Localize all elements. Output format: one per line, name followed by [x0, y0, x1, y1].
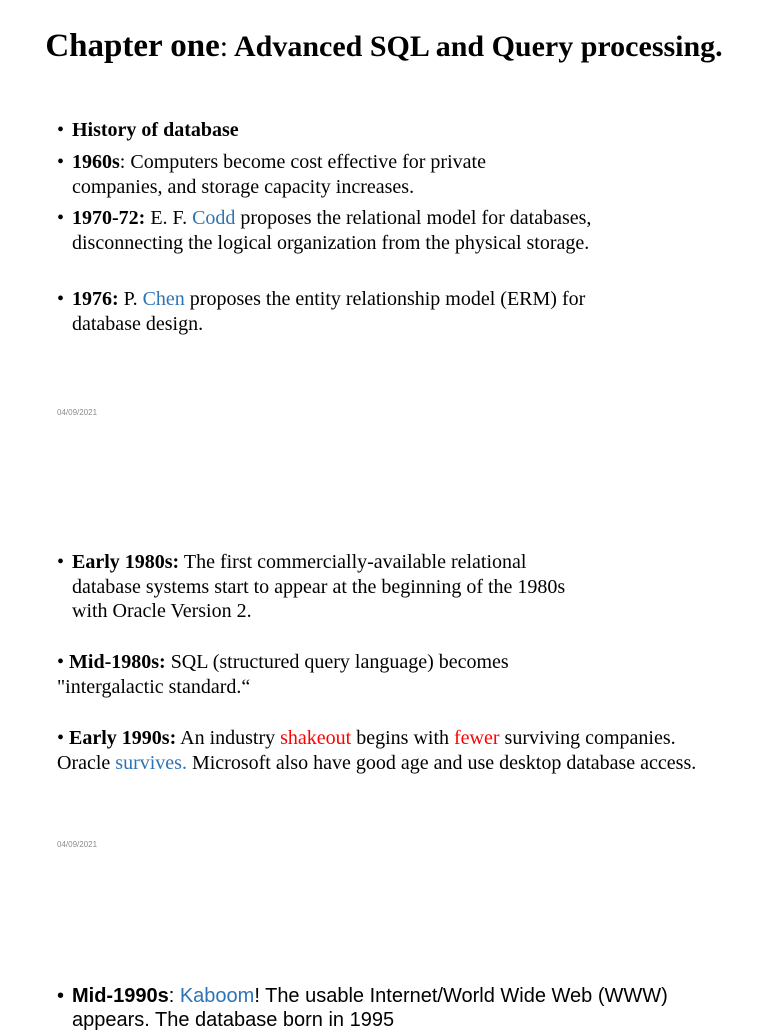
bullet-label: Mid-1990s [72, 985, 169, 1007]
bullet-dot: • [57, 207, 65, 229]
bullet-early-1980s [57, 550, 577, 624]
kaboom-link[interactable]: Kaboom [179, 985, 255, 1007]
bullet-dot: • [57, 288, 65, 310]
bullet-dot: • [57, 551, 65, 573]
bullet-text-pre: P. [118, 288, 143, 310]
bullet-history [57, 118, 657, 143]
codd-link[interactable]: Codd [192, 207, 236, 229]
slide-title [0, 28, 768, 65]
bullet-1960s [57, 150, 557, 199]
slide-3 [0, 864, 768, 1031]
bullet-text-1: An industry [176, 727, 281, 749]
shakeout-word: shakeout [280, 727, 352, 749]
bullet-dot: • [57, 119, 65, 141]
bullet-label: 1970-72: [72, 207, 146, 229]
bullet-colon: : [168, 985, 180, 1007]
fewer-word: fewer [454, 727, 500, 749]
bullet-text: ! The usable Internet/World Wide Web (WWW) appears. The database born in 1995 [72, 985, 668, 1031]
bullet-text-2: begins with [351, 727, 455, 749]
bullet-1976 [57, 287, 637, 336]
bullet-mid-1990s [57, 984, 677, 1032]
slide-date: 04/09/2021 [57, 840, 98, 849]
slide-1 [0, 0, 768, 432]
chen-link[interactable]: Chen [142, 288, 185, 310]
title-rest: Advanced SQL and Query processing. [228, 30, 723, 63]
bullet-label: 1976: [72, 288, 119, 310]
title-lead: Chapter one [45, 28, 220, 64]
bullet-mid-1980s [57, 650, 577, 699]
title-colon: : [219, 30, 229, 63]
slide-date: 04/09/2021 [57, 408, 98, 417]
bullet-text-post: proposes the entity relationship model (ERM) for database design. [72, 288, 586, 335]
bullet-text-pre: E. F. [145, 207, 193, 229]
bullet-label: Mid-1980s: [69, 651, 166, 673]
bullet-text: SQL (structured query language) becomes "intergalactic standard.“ [57, 651, 509, 698]
bullet-dot: • [57, 985, 65, 1007]
slide-2 [0, 432, 768, 864]
bullet-1970-72 [57, 206, 617, 255]
bullet-text-post: proposes the relational model for databases, disconnecting the logical organization from the physical storage. [72, 207, 592, 254]
bullet-early-1990s [57, 726, 707, 775]
bullet-label: Early 1980s: [72, 551, 180, 573]
bullet-label: History of database [72, 119, 239, 141]
bullet-dot: • [57, 151, 65, 173]
bullet-dot: • [57, 727, 65, 749]
survives-link[interactable]: survives. [115, 751, 187, 774]
bullet-label: 1960s [72, 151, 120, 173]
bullet-label: Early 1990s: [69, 727, 177, 749]
bullet-text-3: surviving companies. Oracle [57, 727, 676, 774]
bullet-text: : Computers become cost effective for private companies, and storage capacity increases. [72, 151, 486, 198]
bullet-text: The first commercially-available relational database systems start to appear at the beginning of the 1980s with Oracle Version 2. [72, 551, 566, 622]
bullet-text-4: Microsoft also have good age and use desktop database access. [186, 751, 697, 774]
bullet-dot: • [57, 651, 65, 673]
